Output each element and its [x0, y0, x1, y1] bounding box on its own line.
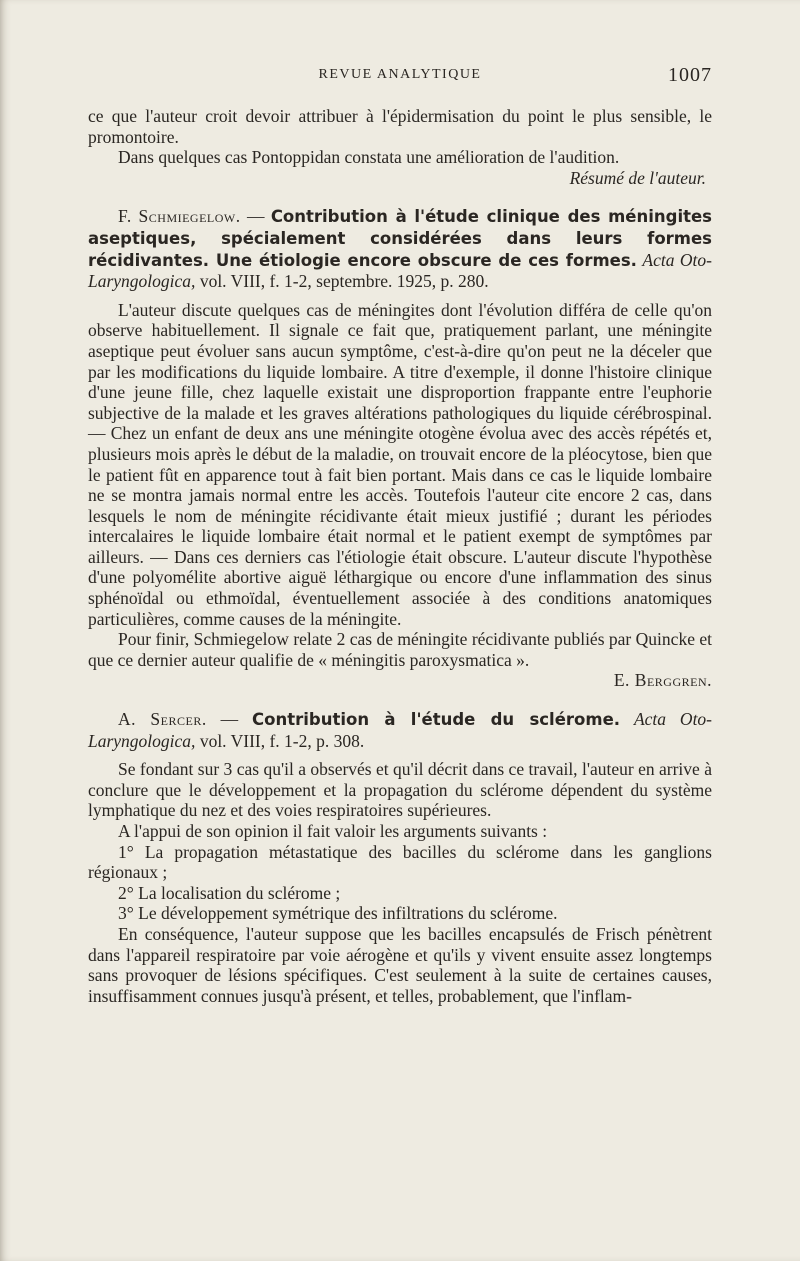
- running-title: REVUE ANALYTIQUE: [318, 67, 482, 82]
- article1-reference: [88, 206, 712, 291]
- section-gap: [88, 188, 712, 206]
- article1-journal: Acta Oto-Laryngologica,: [88, 249, 712, 292]
- article2-author: A. Sercer.: [118, 709, 207, 730]
- page-header: [88, 64, 712, 88]
- article1-body-2: Pour finir, Schmiegelow relate 2 cas de méningite récidivante publiés par Quincke et que ce dernier auteur qualifie de « méningitis paroxysmatica ».: [88, 629, 712, 670]
- spacer: [88, 292, 712, 300]
- signature-text: Résumé de l'auteur.: [569, 167, 706, 188]
- section-gap: [88, 691, 712, 709]
- article1-reviewer: E. Berggren.: [613, 670, 712, 691]
- article2-item-3: 3° Le développement symétrique des infiltrations du sclérome.: [118, 903, 558, 924]
- article2-citation: vol. VIII, f. 1-2, p. 308.: [195, 730, 365, 751]
- intro-signature: [88, 168, 712, 189]
- article2-dash: —: [206, 709, 253, 730]
- article1-title: Contribution à l'étude clinique des méningites aseptiques, spécialement considérées dans leurs formes récidivantes. Une étiologie encore obscure de ces formes.: [88, 207, 712, 270]
- page-number: 1007: [668, 64, 712, 86]
- article2-reference: [88, 709, 712, 751]
- article1-dash: —: [240, 206, 271, 227]
- article1-body-1: L'auteur discute quelques cas de méningites dont l'évolution différa de celle qu'on observe habituellement. Il signale ce fait que, pratiquement parlant, une méningite aseptique peut évoluer sans aucun symptôme, c'est-à-dire qu'on peut ne la déceler que par les modifications du liquide lombaire. A titre d'exemple, il donne l'histoire clinique d'une jeune fille, chez laquelle existait une disproportion frappante entre l'euphorie subjective de la malade et les graves altérations pathologiques du liquide cérébrospinal. — Chez un enfant de deux ans une méningite otogène évolua avec des accès répétés et, plusieurs mois après le début de la maladie, on trouvait encore de la pléocytose, bien que le patient fût en apparence tout à fait bien portant. Mais dans ce cas le liquide lombaire ne se montra jamais normal entre les accès. Toutefois l'auteur cite encore 2 cas, dans lesquels le nom de méningite récidivante était mieux justifié ; durant les périodes intercalaires le liquide lombaire était normal et le patient exempt de symptômes par ailleurs. — Dans ces derniers cas l'étiologie était obscure. L'auteur discute l'hypothèse d'une polyomélite abortive aiguë léthargique ou encore d'une inflammation des sinus sphénoïdal ou ethmoïdal, éventuellement associée à des conditions anatomiques particulières, comme causes de la méningite.: [88, 299, 712, 629]
- article2-item-2: 2° La localisation du sclérome ;: [118, 882, 341, 903]
- spacer: [88, 751, 712, 759]
- article1-citation: vol. VIII, f. 1-2, septembre. 1925, p. 280.: [195, 271, 489, 292]
- article2-item-1: 1° La propagation métastatique des bacilles du sclérome dans les ganglions régionaux ;: [88, 841, 712, 883]
- article2-journal: Acta Oto-Laryngologica,: [88, 709, 713, 751]
- intro-paragraph-1: ce que l'auteur croit devoir attribuer à l'épidermisation du point le plus sensible, le promontoire.: [88, 106, 712, 147]
- page-body: [88, 106, 712, 1006]
- article2-title: Contribution à l'étude du sclérome.: [252, 710, 621, 730]
- article2-body-3: En conséquence, l'auteur suppose que les bacilles encapsulés de Frisch pénètrent dans l'appareil respiratoire par voie aérogène et qu'ils y vivent ensuite assez longtemps sans provoquer de lésions spécifiques. C'est seulement à la suite de certaines causes, insuffisamment connues jusqu'à présent, et telles, probablement, que l'inflam-: [88, 923, 712, 1006]
- article1-reviewer-line: [88, 670, 712, 691]
- article2-body-1: Se fondant sur 3 cas qu'il a observés et qu'il décrit dans ce travail, l'auteur en arrive à conclure que le développement et la propagation du sclérome dépendent du système lymphatique du nez et des voies respiratoires supérieures.: [88, 759, 712, 821]
- article1-author: F. Schmiegelow.: [118, 206, 241, 227]
- intro-paragraph-2: Dans quelques cas Pontoppidan constata une amélioration de l'audition.: [118, 147, 620, 168]
- article2-body-2: A l'appui de son opinion il fait valoir les arguments suivants :: [118, 821, 548, 841]
